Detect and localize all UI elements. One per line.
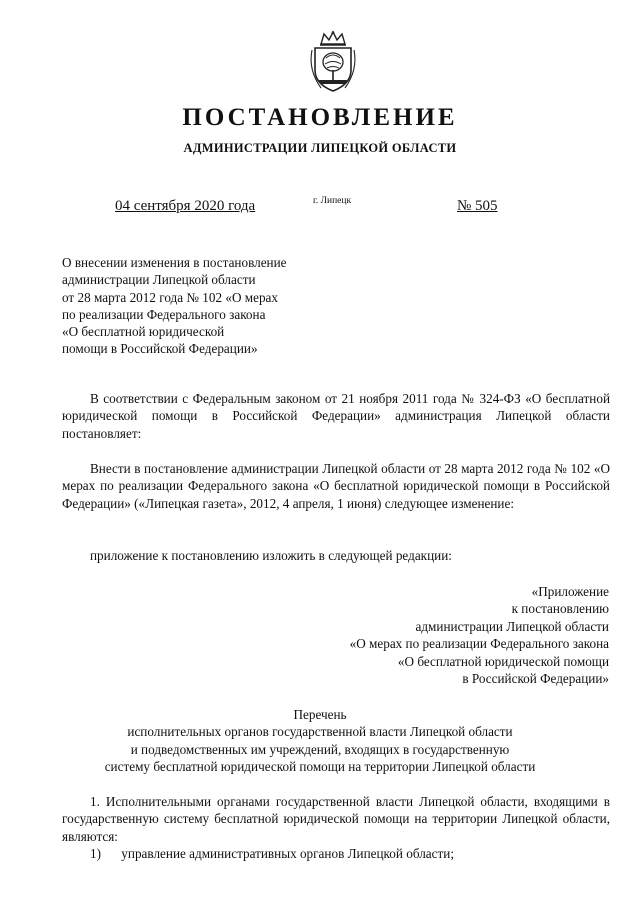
appendix-line: «О мерах по реализации Федерального закона xyxy=(349,636,609,652)
subject-line: от 28 марта 2012 года № 102 «О мерах xyxy=(62,289,279,305)
section-1-paragraph: 1. Исполнительными органами государственной власти Липецкой области, входящими в государственную систему бесплатной юридической помощи на территории Липецкой области, являются: xyxy=(62,794,610,844)
document-number: № 505 xyxy=(457,198,498,214)
issuing-authority: АДМИНИСТРАЦИИ ЛИПЕЦКОЙ ОБЛАСТИ xyxy=(183,141,457,155)
list-title-line: исполнительных органов государственной власти Липецкой области xyxy=(127,724,513,740)
list-title-line: и подведомственных им учреждений, входящих в государственную xyxy=(130,741,510,757)
coat-of-arms-emblem xyxy=(307,30,359,94)
change-paragraph: приложение к постановлению изложить в следующей редакции: xyxy=(90,548,452,563)
appendix-line: к постановлению xyxy=(511,601,609,617)
list-title-line: Перечень xyxy=(293,707,347,722)
document-subject xyxy=(62,254,287,358)
document-title: ПОСТАНОВЛЕНИЕ xyxy=(182,104,458,131)
list-title-line: систему бесплатной юридической помощи на территории Липецкой области xyxy=(104,759,536,775)
appendix-line: «Приложение xyxy=(531,584,609,599)
subject-line: О внесении изменения в постановление xyxy=(62,255,287,270)
subject-line: по реализации Федерального закона xyxy=(62,306,266,322)
appendix-line: «О бесплатной юридической помощи xyxy=(397,653,609,669)
preamble-paragraph: В соответствии с Федеральным законом от 21 ноября 2011 года № 324-ФЗ «О бесплатной юридической помощи в Российской Федерации» администрация Липецкой области постановляет: xyxy=(62,391,610,441)
appendix-header xyxy=(350,583,609,687)
appendix-line: администрации Липецкой области xyxy=(415,618,609,634)
list-item-number: 1) xyxy=(90,846,101,861)
subject-line: администрации Липецкой области xyxy=(62,272,256,288)
list-item-text: управление административных органов Липецкой области; xyxy=(121,846,454,861)
amendment-paragraph: Внести в постановление администрации Липецкой области от 28 марта 2012 года № 102 «О мерах по реализации Федерального закона «О бесплатной юридической помощи в Российской Федерации» («Липецкая газета», 2012, 4 апреля, 1 июня) следующее изменение: xyxy=(62,461,610,511)
list-item xyxy=(90,845,454,862)
appendix-line: в Российской Федерации» xyxy=(462,671,609,687)
list-title xyxy=(0,706,640,776)
subject-line: помощи в Российской Федерации» xyxy=(62,341,258,357)
subject-line: «О бесплатной юридической xyxy=(62,324,225,340)
document-date: 04 сентября 2020 года xyxy=(115,198,256,214)
document-city: г. Липецк xyxy=(313,196,352,206)
